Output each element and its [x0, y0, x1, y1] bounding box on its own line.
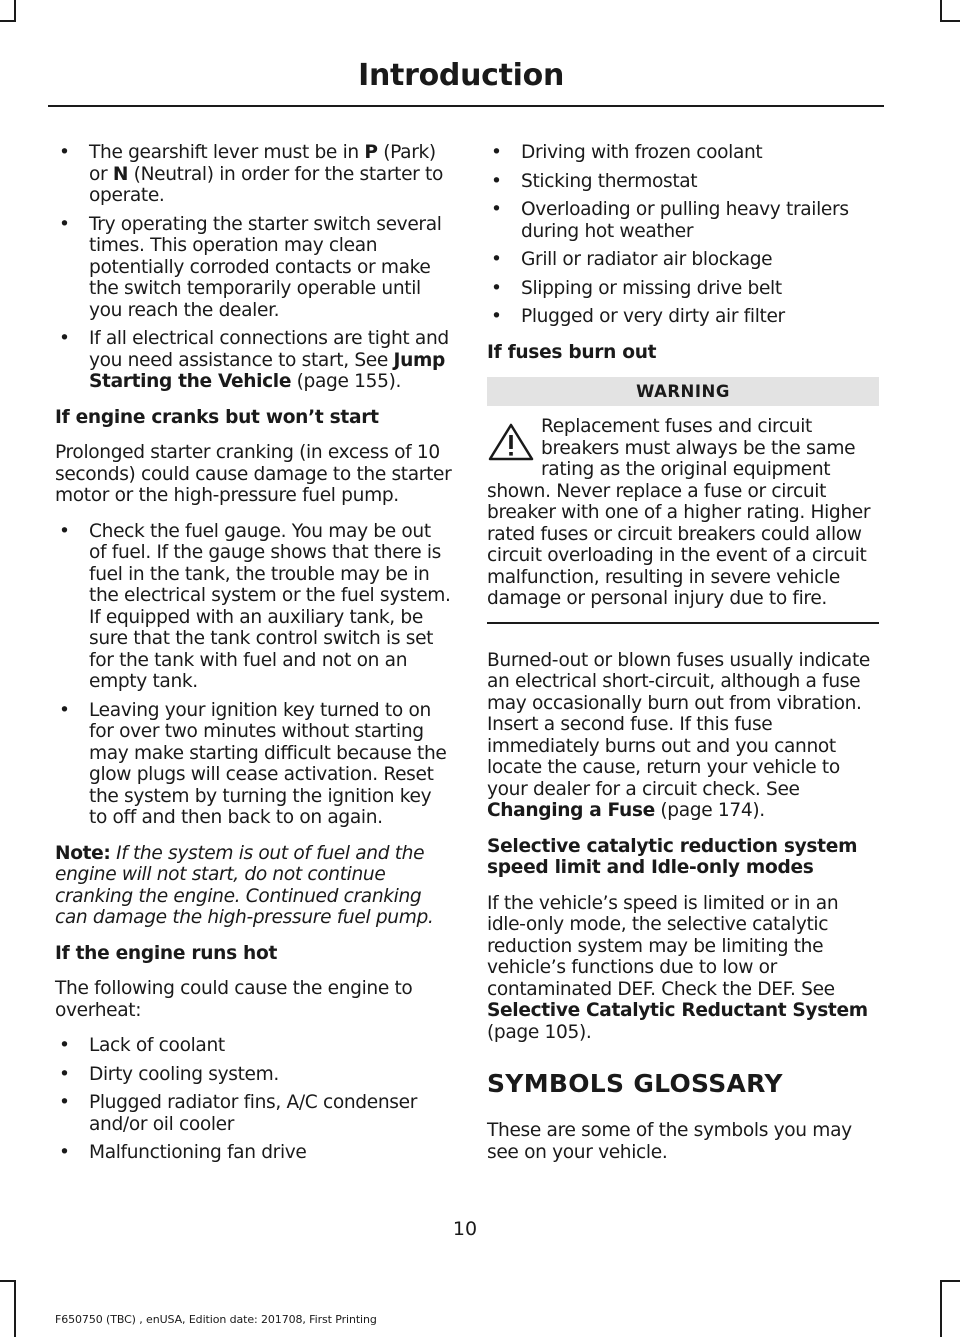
- paragraph-scr: If the vehicle’s speed is limited or in an idle-only mode, the selective catalytic reduction system may be limiting the vehicle’s functions due to low or contaminated DEF. Check the DEF. See Selective Catalytic Reductant System (page 105).: [487, 892, 868, 1043]
- crop-mark: [0, 20, 16, 22]
- list-item: • Malfunctioning fan drive: [59, 1142, 307, 1163]
- bullet-icon: •: [59, 699, 70, 721]
- list-item: • Sticking thermostat: [491, 170, 698, 192]
- bullet-icon: •: [491, 142, 502, 163]
- list-item: • Driving with frozen coolant: [491, 142, 763, 163]
- list-item: • Leaving your ignition key turned to on for over two minutes without starting may make starting difficult because the glow plugs will cease activation. Reset the system by turning the ignition key to off and then back to on again.: [59, 699, 447, 828]
- paragraph-blown-fuses: Burned-out or blown fuses usually indicate an electrical short-circuit, although a fuse may occasionally burn out from vibration. Insert a second fuse. If this fuse immediately burns out and you cannot locate the cause, return your vehicle to your dealer for a circuit check. See Changing a Fuse (page 174).: [487, 649, 870, 821]
- list-item: • Check the fuel gauge. You may be out of fuel. If the gauge shows that there is fuel in the tank, the trouble may be in the electrical system or the fuel system. If equipped with an auxiliary tank, be sure that the tank control switch is set for the tank with fuel and not on an empty tank.: [59, 520, 451, 692]
- bullet-icon: •: [59, 520, 70, 542]
- crop-mark: [0, 1280, 16, 1282]
- note-text: If the system is out of fuel and the engine will not start, do not continue cranking the engine. Continued cranking can damage the high-pressure fuel pump.: [55, 842, 434, 928]
- bullet-icon: •: [59, 1142, 70, 1163]
- list-item: • Plugged or very dirty air filter: [491, 306, 785, 327]
- list-item: • Overloading or pulling heavy trailers during hot weather: [491, 199, 849, 242]
- crop-mark: [940, 20, 960, 22]
- list-item: • Plugged radiator fins, A/C condenser and/or oil cooler: [59, 1092, 418, 1135]
- bullet-icon: •: [491, 277, 502, 299]
- left-column: [55, 142, 453, 1178]
- footer-edition: F650750 (TBC) , enUSA, Edition date: 201708, First Printing: [55, 1313, 377, 1326]
- no-start-checks-list: [55, 521, 453, 829]
- warning-header: WARNING: [487, 377, 879, 406]
- crop-mark: [14, 0, 16, 22]
- section-heading-symbols: SYMBOLS GLOSSARY: [487, 1069, 783, 1098]
- warning-box: [487, 416, 879, 624]
- overheat-causes-list: [55, 1035, 453, 1164]
- list-item: • Lack of coolant: [59, 1035, 225, 1056]
- page-number: 10: [452, 1218, 478, 1240]
- page-title: Introduction: [358, 58, 564, 93]
- bullet-icon: •: [59, 213, 70, 235]
- list-item: • Slipping or missing drive belt: [491, 277, 782, 299]
- warning-triangle-icon: [487, 422, 535, 462]
- bullet-icon: •: [59, 1035, 70, 1056]
- scr-system-link[interactable]: Selective Catalytic Reductant System: [487, 1000, 868, 1021]
- starter-tips-list: [55, 142, 453, 393]
- note-paragraph: [55, 843, 453, 929]
- note-label: Note:: [55, 842, 111, 864]
- heading-fuses-burn-out: If fuses burn out: [487, 341, 657, 363]
- heading-scr-modes: Selective catalytic reduction system speed limit and Idle-only modes: [487, 835, 858, 878]
- paragraph-prolonged-cranking: Prolonged starter cranking (in excess of 10 seconds) could cause damage to the starter motor or the high-pressure fuel pump.: [55, 442, 452, 506]
- list-item: • Try operating the starter switch several times. This operation may clean potentially corroded contacts or make the switch temporarily operable until you reach the dealer.: [59, 213, 442, 321]
- bullet-icon: •: [59, 1063, 70, 1085]
- crop-mark: [14, 1280, 16, 1337]
- list-item: • If all electrical connections are tight and you need assistance to start, See Jump Starting the Vehicle (page 155).: [59, 328, 449, 392]
- paragraph-overheat: The following could cause the engine to overheat:: [55, 978, 413, 1021]
- crop-mark: [940, 0, 942, 22]
- bullet-icon: •: [59, 328, 70, 349]
- overheat-causes-list-continued: [487, 142, 879, 328]
- list-item: • The gearshift lever must be in P (Park) or N (Neutral) in order for the starter to operate.: [59, 142, 443, 206]
- bullet-icon: •: [59, 142, 70, 163]
- bullet-icon: •: [491, 306, 502, 327]
- jump-starting-link[interactable]: Jump Starting the Vehicle: [89, 349, 445, 392]
- list-item: • Dirty cooling system.: [59, 1063, 279, 1085]
- header-divider: [48, 105, 884, 107]
- right-column: [487, 142, 879, 1177]
- changing-fuse-link[interactable]: Changing a Fuse: [487, 800, 655, 821]
- warning-text: Replacement fuses and circuit breakers must always be the same rating as the original equipment shown. Never replace a fuse or circuit breaker with one of a higher rating. Higher rated fuses or circuit breakers could allow circuit overloading in the event of a circuit malfunction, resulting in severe vehicle damage or personal injury due to fire.: [487, 416, 871, 609]
- heading-cranks-no-start: If engine cranks but won’t start: [55, 406, 379, 428]
- list-item: • Grill or radiator air blockage: [491, 249, 773, 270]
- crop-mark: [940, 1280, 960, 1282]
- crop-mark: [940, 1280, 942, 1337]
- paragraph-symbols: These are some of the symbols you may see on your vehicle.: [487, 1120, 852, 1163]
- bullet-icon: •: [491, 199, 502, 220]
- bullet-icon: •: [59, 1092, 70, 1113]
- bullet-icon: •: [491, 249, 502, 270]
- bullet-icon: •: [491, 170, 502, 192]
- neutral-gear-label: N: [112, 163, 129, 185]
- park-gear-label: P: [364, 142, 378, 163]
- heading-engine-hot: If the engine runs hot: [55, 942, 278, 964]
